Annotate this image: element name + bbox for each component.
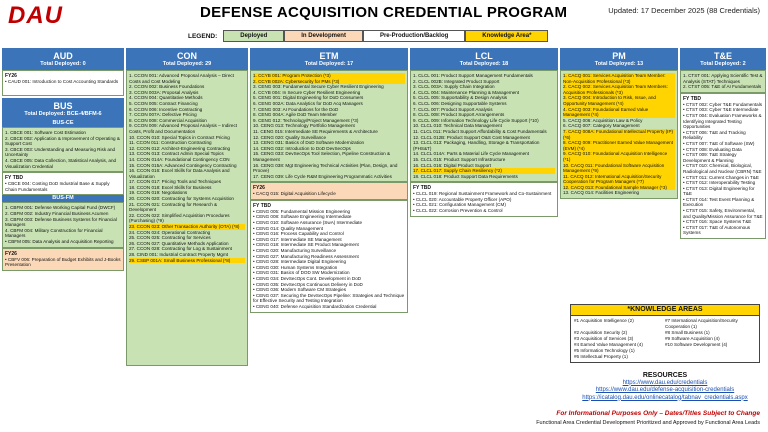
te-header [680, 48, 766, 70]
list-item: 20. CCON 020: Contracting for Systems Acquisition [129, 196, 234, 202]
bus-title: BUS [53, 100, 73, 111]
list-item: • CTST 008: Evaluating Data [683, 146, 742, 152]
bus-ce-header: BUS-CE [2, 120, 124, 127]
resource-link-credentials[interactable]: https://www.dau.edu/credentials [622, 379, 708, 386]
list-item: 19. CCON 019: Negotiations [129, 190, 188, 196]
etm-deployed-box [250, 70, 408, 182]
knowledge-area-item: #9 Software Acquisition (4) [665, 336, 720, 341]
list-item: • CENG 035: DevSecOps Continuous Delivery in DoD [253, 281, 363, 287]
list-item: 13. CLCL 013: Packaging, Handling, Storage & Transportation (PHS&T) [413, 140, 540, 151]
list-item: 9. CENG 012: Technology/Project Management (*3) [253, 117, 359, 123]
list-item: • CENG 020: Manufacturing Surveillance [253, 248, 337, 254]
te-fytbd-box [680, 93, 766, 239]
list-item: 14. CENG 032: Introduction to DoD DevSecOps [253, 145, 351, 151]
legend-deployed: Deployed [223, 30, 284, 42]
knowledge-area-item [665, 354, 756, 360]
list-item: 8. CENG 004A: Agile DoD Team Member [253, 112, 337, 118]
list-item: • CENG 036: Modern Software CM Strategies [253, 287, 347, 293]
list-item: 16. CENG 038: Mgt Engineering Technical Activities (Plan, Design, and Proove) [253, 162, 398, 174]
list-item: • CTST 013: Digital Engineering for T&E [683, 185, 755, 197]
list-item: 23. CCON 023: Other Transaction Authority (OTA) (*8) [129, 224, 245, 230]
list-item: 21. CCON 021: Contracting for Research & Development [129, 201, 218, 213]
list-item: 9. CCON 009: Advanced Proposal Analysis – Indirect Costs, Profit and Documentation [129, 123, 238, 134]
bus-fm-fy-label: FY26 [5, 250, 17, 257]
list-item: 18. CLCL 018: Product Support Data Requirements [413, 173, 518, 179]
aud-total: Total Deployed: 0 [40, 60, 86, 67]
list-item: 1. CCYB 001: Program Protection (*3) [253, 73, 405, 79]
knowledge-area-item: #5 Information Technology (1) [574, 348, 635, 353]
list-item: 8. CLCL 008: Product Support Arrangements [413, 112, 505, 118]
list-item: • CTST 015: Safety, Environmental, and Quality/Mission Assurance for T&E [683, 208, 763, 219]
list-item: 6. CLCL 006: Designing Supportable Systems [413, 100, 507, 106]
list-item: • CENG 017: Intermediate SE Management [253, 236, 342, 242]
list-item: 14. CCON 014A: Foundational Contingency CON [129, 156, 230, 162]
list-item: 14. CLCL 014A: Parts & Material Life Cycle Management [413, 151, 530, 157]
list-item: 4. CCYB 004: In Secure Cyber Resilient Engineering [253, 89, 361, 95]
list-item: 7. CCON 007A: Defective Pricing [129, 112, 197, 118]
list-item: • CACQ 015: Digital Acquisition Lifecycle [253, 191, 336, 197]
knowledge-area-item: #10 Software Development (4) [665, 342, 728, 347]
list-item: • CTST 011: Current Changes in T&E [683, 174, 759, 180]
list-item: 15. CLCL 015: Product Support Infrastructure [413, 156, 506, 162]
column-etm [250, 48, 408, 313]
list-item: • CLCL 020: Accountable Property Officer (APO) [413, 196, 512, 202]
aud-header [2, 48, 124, 70]
list-item: 6. CENG 002A: Data Analytics for DoD Acq Managers [253, 100, 363, 106]
list-item: 1. CACQ 001: Services Acquisition Team Member: Non-Acquisition Professional (*3) [563, 73, 675, 84]
list-item: 12. CLCL 012B: Product Support O&S Cost Management [413, 134, 530, 140]
disclaimer: For Informational Purposes Only – Dates/Titles Subject to Change [556, 410, 760, 417]
list-item: 11. CENG 015: Intermediate SE Requirements & Architecture [253, 128, 378, 134]
list-item: 1. CCON 001: Advanced Proposal Analysis – Direct Costs and Cost Modeling [129, 73, 234, 84]
knowledge-area-item: #8 Small Business (1) [665, 330, 710, 335]
column-aud-bus [2, 48, 124, 271]
list-item: 10. CLCL 010: Technical Data Management [413, 123, 502, 129]
pm-total: Total Deployed: 13 [594, 60, 644, 67]
list-item: • CENG 005: Fundamental Mission Engineering [253, 208, 351, 214]
list-item: 6. CACQ 007: Category Management [563, 123, 640, 129]
knowledge-area-item: #7 International Acquisition/Security Cooperation (1) [665, 318, 738, 329]
list-item: 12. CACQ 013: Foundational Sample Manager (*3) [563, 185, 675, 191]
list-item: 27. CCON 028: Contracting for Log & Sustainment [129, 246, 232, 252]
list-item: 5. CACQ 006: Acquisition Law & Policy [563, 117, 643, 123]
list-item: • CENG 018: Intermediate SE Product Management [253, 242, 359, 248]
bus-ce-fy-box [2, 172, 124, 195]
list-item: • CENG 031: Basics of DOD SW Modernization [253, 270, 350, 276]
list-item: 7. CENG 003: AI Foundations for the DoD [253, 106, 339, 112]
list-item: • CTST 006: T&E and Tracking Reliability [683, 129, 746, 141]
lcl-fytbd-label: FY TBD [413, 185, 431, 192]
list-item: 4. CBFM 004: Military Construction for Financial Managers [5, 227, 103, 239]
knowledge-area-item: #1 Acquisition Intelligence (2) [574, 318, 634, 323]
knowledge-area-item: #3 Acquisition of Services (3) [574, 336, 634, 341]
con-header [126, 48, 248, 70]
list-item: 2. CTST 005: T&E of AI Fundamentals [683, 84, 762, 90]
list-item: • CENG 008: Software Engineering Intermediate [253, 214, 352, 220]
list-item: 26. CCON 027: Quantitative Methods Application [129, 240, 229, 246]
bus-header [2, 98, 124, 120]
legend-in-development: In Development [284, 30, 363, 42]
list-item: • CENG 037: Securing the DevSecOps Pipeline: Strategies and Technique for Effective Security and Testing Integration [253, 292, 405, 304]
dau-logo: DAU [8, 2, 63, 29]
list-item: • CENG 030: Human Systems Integration [253, 264, 338, 270]
list-item: 25. CCON 025: Contracting for Services [129, 235, 211, 241]
list-item: 13. CCON 013: Contract Admin Special Topics [129, 151, 224, 157]
knowledge-area-item: #6 Intellectual Property (1) [574, 354, 628, 359]
bus-ce-fy-label: FY TBD [5, 175, 23, 182]
list-item: 5. CENG 001: Digital Engineering for DoD Consumers [253, 95, 364, 101]
list-item: • CLCL 021: Configuration Management (CM) [413, 202, 506, 208]
list-item: 11. CACQ 012: International Acquisition/Security Cooperation for Program Managers (*7) [563, 174, 675, 185]
pm-deployed-box [560, 70, 678, 199]
list-item: • CENG 040: Defense Acquisition Standardization Credential [253, 303, 377, 309]
list-item: • CENG 010: Software Assurance (SwA) Intermediate [253, 220, 363, 226]
list-item: 10. CENG 013: Technology Portfolio Management [253, 123, 355, 129]
list-item: 7. CACQ 008A: Foundational Intellectual Property (IP) (*6) [563, 128, 674, 140]
list-item: 1. CLCL 001: Product Support Management Fundamentals [413, 73, 533, 78]
te-total: Total Deployed: 2 [700, 60, 746, 67]
list-item: • CTST 004: Evaluation Frameworks & Identifying Integrated Testing Opportunities [683, 112, 762, 130]
resource-link-catalog[interactable]: https://icatalog.dau.edu/onlinecatalog/tabnav_credentials.aspx [582, 394, 748, 401]
lcl-fytbd-box [410, 182, 558, 216]
list-item: • CTST 012: Interoperability Testing [683, 180, 756, 186]
list-item: 5. CLCL 005: Supportability & Design Analysis [413, 95, 508, 101]
list-item: 3. CACQ 004: Introduction to Risk, Issue, and Opportunity Management (*4) [563, 95, 675, 106]
list-item: 2. CBCE 002: Application & Improvement of Operating & Support Cost [5, 135, 120, 147]
list-item: • CTST 010: Chemical, Biological, Radiological and Nuclear (CBRN) T&E [683, 163, 762, 174]
list-item: • CTST 002: Cyber T&E Fundamentals [683, 101, 763, 107]
te-deployed-box [680, 70, 766, 93]
list-item: • CBFM 005: Data Analysis and Acquisition Reporting [5, 238, 114, 244]
lcl-total: Total Deployed: 18 [459, 60, 509, 67]
list-item: • CTST 003: Cyber T&E Intermediate [683, 107, 759, 113]
list-item: • CENG 028: Intermediate Digital Engineering [253, 259, 347, 265]
list-item: • CBFV 006: Preparation of Budget Exhibits and J-Books Presentation [5, 256, 121, 268]
list-item: 15. CCON 015A: Advanced Contingency Contracting [129, 162, 237, 168]
list-item: 3. CBCE 003: Understanding and Measuring Risk and Uncertainty [5, 146, 116, 158]
list-item: 9. CACQ 010: Foundational Acquisition Intelligence (*1) [563, 151, 675, 162]
knowledge-area-item: #2 Acquisition Security (2) [574, 330, 628, 335]
list-item: 11. CCON 011: Construction Contracting [129, 140, 212, 146]
list-item: 8. CACQ 009: Practitioner Earned Value Management (EVM) (*4) [563, 140, 675, 151]
knowledge-areas-grid [571, 316, 759, 362]
list-item: 3. CCON 003A: Proposal Analysis [129, 89, 199, 95]
etm-fytbd-box [250, 200, 408, 313]
column-te [680, 48, 766, 239]
etm-fytbd-label: FY TBD [253, 202, 271, 209]
list-item: • CTST 016: Space Systems T&E [683, 219, 752, 225]
list-item: 2. CACQ 002: Services Acquisition Team Members: Acquisition Professionals (*3) [563, 84, 675, 95]
list-item: 10. CACQ 011: Foundational Software Acquisition Management (*9) [563, 163, 675, 174]
list-item: • CBCE 004: Costing DoD Industrial Base & Supply Chain Fundamentals [5, 181, 110, 192]
list-item: 17. CENG 039: Life Cycle R&M Engineering Programmatic Activities [253, 173, 392, 179]
knowledge-areas-box [570, 304, 760, 363]
column-pm [560, 48, 678, 199]
te-fytbd-label: FY TBD [683, 95, 701, 102]
lcl-title: LCL [475, 50, 493, 61]
list-item: 4. CLCL 004: Maintenance Planning & Management [413, 89, 520, 95]
list-item: • CENG 016: Process Capability and Control [253, 231, 344, 237]
list-item: • CENG 027: Manufacturing Readiness Assessment [253, 253, 359, 259]
list-item: 12. CCON 012: Architect-Engineering Contracting [129, 145, 231, 151]
updated-date: Updated: 17 December 2025 (88 Credentials) [608, 6, 760, 15]
aud-fy26-label: FY26 [5, 73, 17, 79]
list-item: 2. CLCL 002B: Integrated Product Support [413, 78, 500, 84]
list-item: 2. CCON 002: Business Foundations [129, 84, 205, 90]
knowledge-areas-title: *KNOWLEDGE AREAS [571, 305, 759, 316]
list-item: 7. CLCL 007: Product Support Analysis [413, 106, 493, 112]
pm-header [560, 48, 678, 70]
list-item: 4. CCON 004: Quantitative Methods [129, 95, 203, 101]
list-item: • CTST 007: T&E of Software (SW) [683, 140, 755, 146]
list-item: • CTST 009: T&E Strategy Development & Planning [683, 152, 737, 163]
list-item: 16. CCON 016: Excel Skills for Data Analysis and Visualization [129, 168, 230, 179]
list-item: 17. CLCL 017: Supply Chain Resiliency (*2) [413, 168, 555, 174]
footer-note: Functional Area Credential Development Prioritized and Approved by Functional Area Leads [536, 420, 760, 426]
list-item: 15. CENG 033: DevSecOps Tool Selection, Pipeline Construction & Management [253, 151, 391, 162]
knowledge-area-item: #4 Earned Value Management (4) [574, 342, 643, 347]
list-item: 18. CCON 018: Excel Skills for Business [129, 184, 212, 190]
column-lcl [410, 48, 558, 217]
list-item: 17. CCON 017: Pricing Tools and Techniques [129, 179, 222, 185]
list-item: 5. CCON 005: Contract Financing [129, 100, 198, 106]
bus-fm-box [2, 202, 124, 247]
aud-title: AUD [53, 50, 73, 61]
list-item: 2. CBFM 002: Industry Financial Business Acumen [5, 210, 109, 216]
list-item: 13. CENG 031: Basics of DoD Software Modernization [253, 140, 365, 146]
con-deployed-box [126, 70, 248, 366]
list-item: 13. CACQ 014: Facilities Engineering [563, 190, 640, 196]
list-item: 4. CACQ 003: Foundational Earned Value Management (*4) [563, 107, 675, 118]
resource-link-defense-credentials[interactable]: https://www.dau.edu/defense-acquisition-credentials [595, 387, 735, 393]
list-item: 1. CBFM 001: Defense Working Capital Fund (DWCF) [5, 205, 116, 211]
list-item: 11. CLCL 011: Product Support Affordability & Cost Fundamentals [413, 128, 547, 134]
bus-ce-box [2, 127, 124, 172]
page-title: DEFENSE ACQUISITION CREDENTIAL PROGRAM [200, 4, 568, 21]
list-item: 28. CIND 001: Industrial Contract Property Mgmt [129, 252, 229, 257]
list-item: • CENG 014: Quality Management [253, 225, 324, 231]
legend-label: LEGEND: [188, 32, 218, 40]
list-item: • CTST 017: T&E of Autonomous Systems [683, 224, 751, 236]
lcl-header [410, 48, 558, 70]
pm-title: PM [612, 50, 626, 61]
list-item: 1. CBCE 001: Software Cost Estimation [5, 130, 86, 135]
list-item: 6. CCON 006: Incentive Contracting [129, 106, 203, 112]
bus-fm-header: BUS-FM [2, 195, 124, 202]
list-item: 8. CCON 008: Commercial Acquisition [129, 117, 207, 123]
bus-fm-fy-box [2, 248, 124, 271]
con-total: Total Deployed: 29 [162, 60, 212, 67]
list-item: 3. CBFM 003: Defense Business Systems for Financial Managers [5, 216, 117, 228]
con-title: CON [177, 50, 197, 61]
resources-title: RESOURCES [642, 372, 688, 379]
etm-header [250, 48, 408, 70]
legend-knowledge-area: Knowledge Area* [465, 30, 548, 42]
list-item: 3. CLCL 003A: Supply Chain Integration [413, 84, 495, 90]
etm-fy26-box [250, 182, 408, 200]
list-item: 10. CCON 010: Special Topics in Contract Pricing [129, 134, 230, 140]
list-item: 29. CSBP 001A: Small Business Professional (*8) [129, 258, 245, 264]
resources-section [570, 372, 760, 402]
column-con [126, 48, 248, 366]
list-item: • CTST 014: Test Event Planning & Execution [683, 196, 755, 208]
legend-pre-production: Pre-Production/Backlog [363, 30, 465, 42]
list-item: • CAUD 001: Introduction to Cost Accounting Standards [5, 79, 119, 84]
etm-total: Total Deployed: 17 [304, 60, 354, 67]
list-item: 3. CENG 003: Fundamental Secure Cyber Resilient Engineering [253, 84, 384, 90]
te-title: T&E [714, 50, 732, 61]
aud-fy26-box [2, 70, 124, 96]
etm-title: ETM [319, 50, 339, 61]
list-item: • CLCL 022: Corrosion Prevention & Control [413, 208, 503, 214]
lcl-deployed-box [410, 70, 558, 182]
legend [188, 29, 548, 43]
list-item: 9. CLCL 009: Information Technology Life Cycle Support (*10) [413, 117, 539, 123]
etm-fy26-label: FY26 [253, 185, 265, 192]
list-item: 16. CLCL 016: Digital Product Support [413, 162, 491, 168]
list-item: • CENG 034: DevSecOps Cont. Development in DoD [253, 276, 362, 281]
list-item: 1. CTST 001: Applying Scientific Test & Analysis (STAT) Techniques [683, 73, 763, 84]
list-item: 12. CENG 020: Quality Surveillance [253, 134, 327, 140]
list-item: 24. CCON 024: Operational Contracting [129, 229, 211, 235]
list-item: • CLCL 019: Regional Sustainment Framework and Co-Sustainment [413, 191, 552, 197]
list-item: 4. CBCE 005: Data Collection, Statistical Analysis, and Visualization Credential [5, 157, 117, 169]
bus-total: Total Deployed: BCE-4/BFM-6 [24, 110, 102, 117]
list-item: 22. CCON 022: Simplified Acquisition Procedures (Purchasing) (*9) [129, 212, 230, 224]
list-item: 2. CCYB 002A: Cybersecurity for PMs (*3) [253, 79, 405, 85]
